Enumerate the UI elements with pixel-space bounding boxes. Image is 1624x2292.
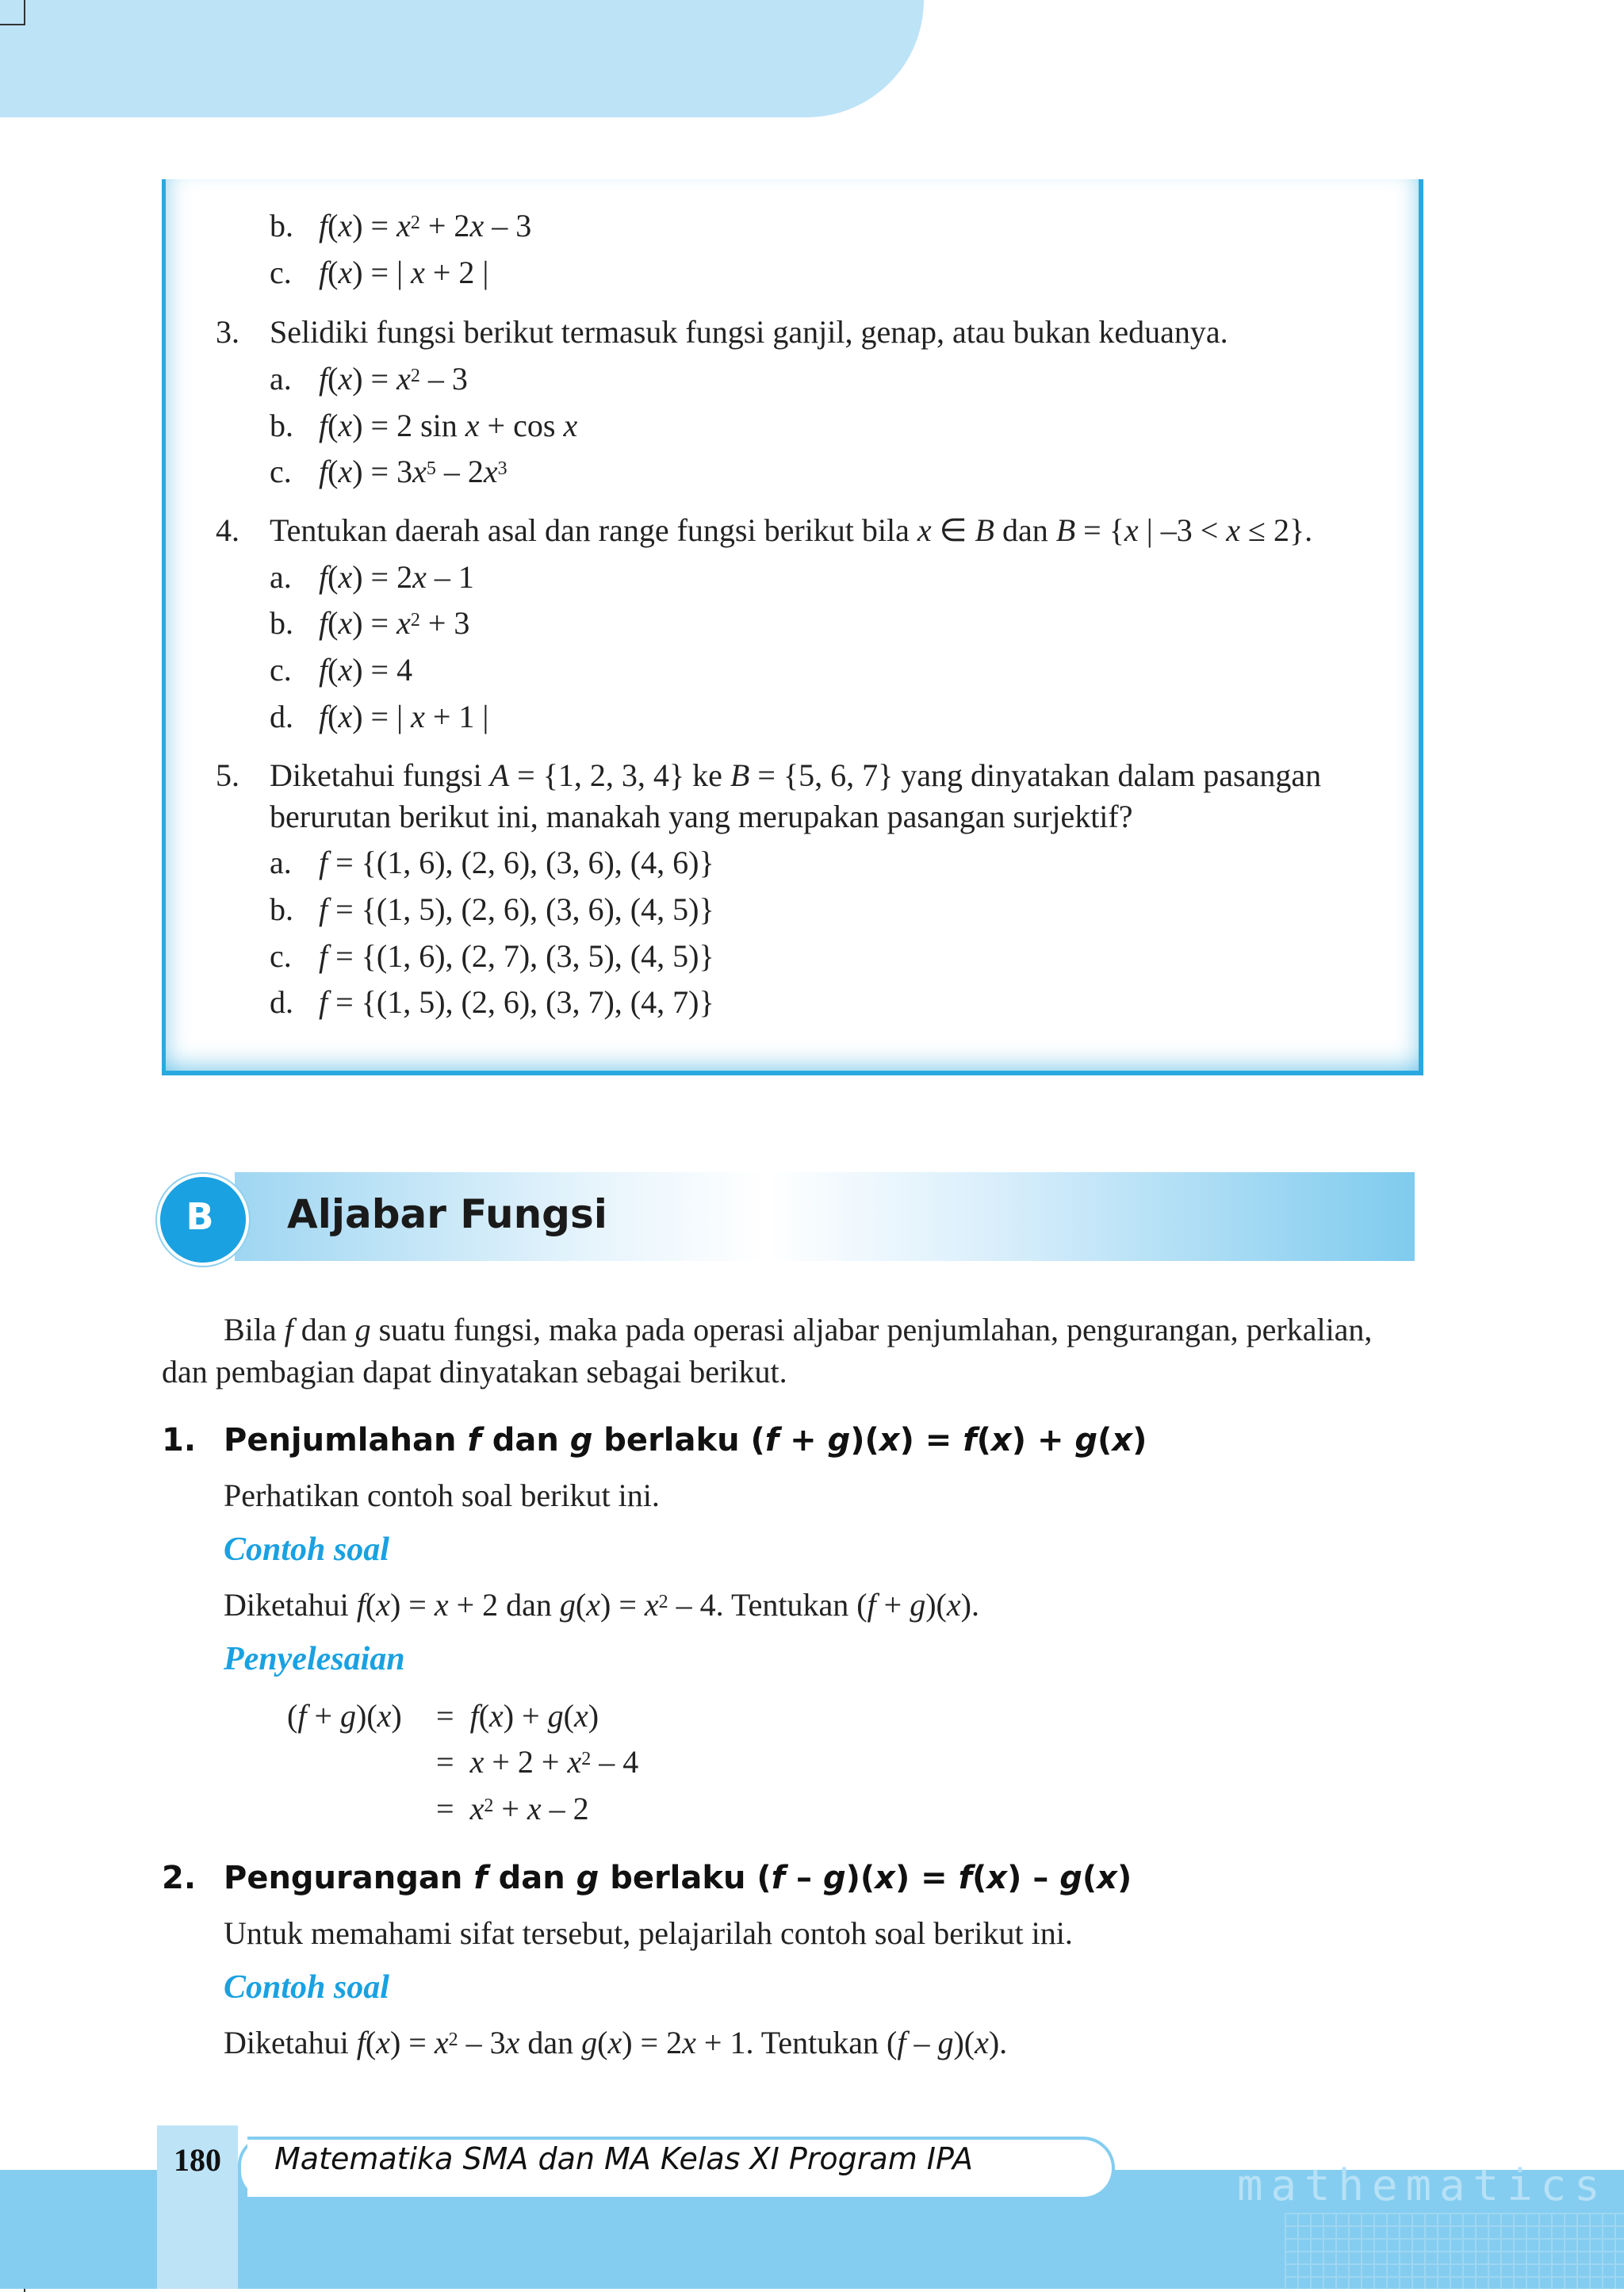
- body-text: Untuk memahami sifat tersebut, pelajarilah contoh soal berikut ini.: [224, 1915, 1073, 1951]
- solution-label: Penyelesaian: [224, 1641, 405, 1677]
- solution-step: = $x + 2 + x^2 - 4$: [436, 1744, 639, 1780]
- item-label: d.: [270, 699, 293, 734]
- item-expression: $f(x) = 3x^5 - 2x^3$: [319, 454, 508, 489]
- item-expression: f(x) = 2 sin x + cos x: [319, 408, 578, 443]
- intro-paragraph-line: dan pembagian dapat dinyatakan sebagai berikut.: [162, 1354, 787, 1389]
- question-text: Tentukan daerah asal dan range fungsi berikut bila x ∈ B dan B = {x | –3 < x ≤ 2}.: [270, 512, 1313, 548]
- section-title: Aljabar Fungsi: [287, 1191, 607, 1237]
- question-number: 4.: [216, 512, 239, 548]
- item-label: b.: [270, 408, 293, 443]
- solution-step: = f(x) + g(x): [436, 1698, 599, 1734]
- question-number: 5.: [216, 757, 239, 793]
- page-number: 180: [174, 2142, 221, 2178]
- item-label: c.: [270, 255, 292, 290]
- footer-watermark: mathematics: [1237, 2160, 1608, 2210]
- subheading-subtraction: Pengurangan f dan g berlaku (f – g)(x) = f(x) – g(x): [224, 1860, 1132, 1896]
- item-label: c.: [270, 652, 292, 688]
- item-expression: f(x) = 2x – 1: [319, 559, 474, 595]
- item-label: c.: [270, 454, 292, 489]
- item-label: b.: [270, 605, 293, 641]
- item-label: c.: [270, 938, 292, 974]
- solution-lhs: (f + g)(x): [287, 1698, 402, 1734]
- item-expression: $f(x) = x^2 + 2x - 3$: [319, 208, 532, 243]
- example-label: Contoh soal: [224, 1969, 389, 2006]
- subheading-number: 1.: [162, 1422, 197, 1458]
- item-expression: f = {(1, 5), (2, 6), (3, 7), (4, 7)}: [319, 984, 714, 1020]
- question-text: Selidiki fungsi berikut termasuk fungsi ganjil, genap, atau bukan keduanya.: [270, 314, 1228, 350]
- footer-grid-decoration: [1285, 2213, 1624, 2289]
- item-expression: f(x) = | x + 2 |: [319, 255, 489, 290]
- item-label: a.: [270, 361, 292, 397]
- subheading-addition: Penjumlahan f dan g berlaku (f + g)(x) = f(x) + g(x): [224, 1422, 1147, 1458]
- crop-mark-top-left: [0, 0, 25, 25]
- question-number: 3.: [216, 314, 239, 350]
- item-expression: $f(x) = x^2 + 3$: [319, 605, 470, 641]
- top-decorative-band: [0, 0, 924, 117]
- section-letter: B: [186, 1195, 214, 1238]
- item-expression: f(x) = | x + 1 |: [319, 699, 489, 734]
- book-title: Matematika SMA dan MA Kelas XI Program IPA: [274, 2141, 974, 2176]
- example-label: Contoh soal: [224, 1531, 389, 1568]
- item-expression: f = {(1, 6), (2, 6), (3, 6), (4, 6)}: [319, 845, 714, 880]
- solution-step: = $x^2 + x - 2$: [436, 1791, 589, 1826]
- item-label: a.: [270, 559, 292, 595]
- example-text: Diketahui $f(x) = x^2 - 3x$ dan g(x) = 2x + 1. Tentukan (f – g)(x).: [224, 2025, 1008, 2060]
- item-expression: f(x) = 4: [319, 652, 413, 688]
- item-label: a.: [270, 845, 292, 880]
- item-label: b.: [270, 891, 293, 927]
- item-label: b.: [270, 208, 293, 243]
- item-expression: $f(x) = x^2 - 3$: [319, 361, 468, 397]
- subheading-number: 2.: [162, 1860, 197, 1896]
- example-text: Diketahui f(x) = x + 2 dan $g(x) = x^2 - 4$. Tentukan (f + g)(x).: [224, 1587, 979, 1623]
- body-text: Perhatikan contoh soal berikut ini.: [224, 1478, 660, 1513]
- question-text: Diketahui fungsi A = {1, 2, 3, 4} ke B = {5, 6, 7} yang dinyatakan dalam pasangan: [270, 757, 1322, 793]
- item-label: d.: [270, 984, 293, 1020]
- question-text-continued: berurutan berikut ini, manakah yang merupakan pasangan surjektif?: [270, 799, 1133, 834]
- intro-paragraph-line: Bila f dan g suatu fungsi, maka pada operasi aljabar penjumlahan, pengurangan, perkalian,: [224, 1312, 1373, 1347]
- item-expression: f = {(1, 6), (2, 7), (3, 5), (4, 5)}: [319, 938, 714, 974]
- item-expression: f = {(1, 5), (2, 6), (3, 6), (4, 5)}: [319, 891, 714, 927]
